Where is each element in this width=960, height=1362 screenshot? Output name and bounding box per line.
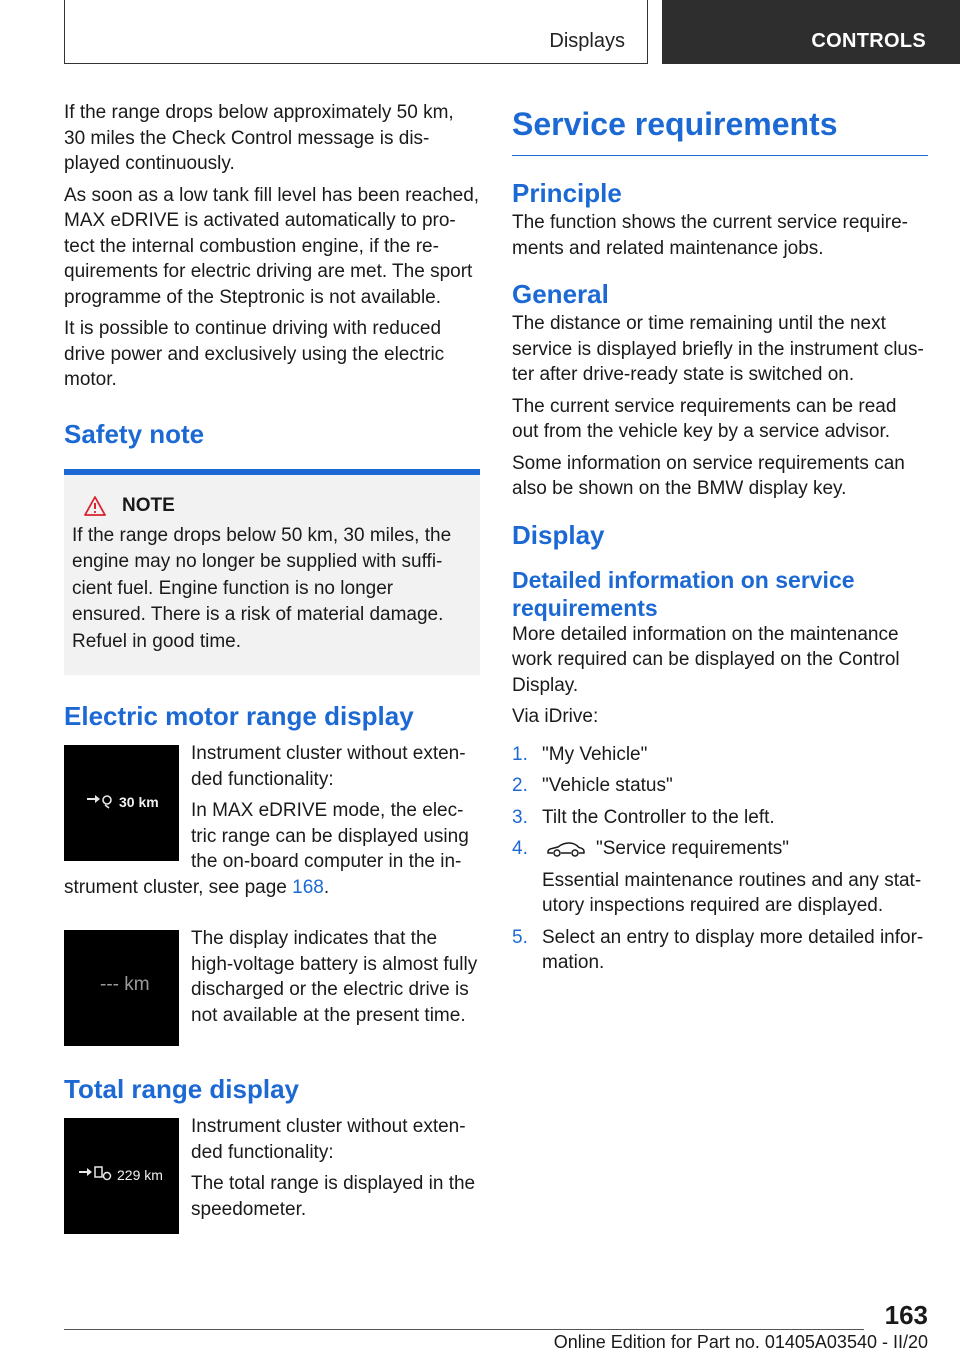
paragraph: As soon as a low tank fill level has been reached, MAX eDRIVE is activated automatically to pro-tect the internal combustion engine, if the re-quirements for electric driving are met. The sport programme of the Steptronic is not available. xyxy=(64,184,480,308)
header-chapter-box xyxy=(662,0,960,64)
paragraph: It is possible to continue driving with reduced drive power and exclusively using the electric motor. xyxy=(64,318,445,390)
total-range-display-image xyxy=(64,1118,179,1234)
electric-range-heading: Electric motor range display xyxy=(64,701,414,731)
electric-range-display-image xyxy=(64,745,179,861)
electric-range-unavailable-block xyxy=(64,926,480,1050)
list-item: 1. "My Vehicle" xyxy=(512,743,648,765)
page-number: 163 xyxy=(884,1300,928,1330)
paragraph: The display indicates that the high-voltage battery is almost fully discharged or the electric drive is not available at the present time. xyxy=(191,928,478,1026)
list-item: 3. Tilt the Controller to the left. xyxy=(512,806,775,828)
list-item: 2. "Vehicle status" xyxy=(512,775,673,796)
paragraph: The function shows the current service require-ments and related maintenance jobs. xyxy=(512,212,909,259)
electric-range-block xyxy=(64,741,480,906)
total-range-value: 229 km xyxy=(117,1167,163,1183)
list-item: 4. "Service requirements" Essential maintenance routines and any stat-utory inspections required are displayed. xyxy=(512,836,928,919)
paragraph: Some information on service requirements can also be shown on the BMW display key. xyxy=(512,452,905,499)
paragraph: Instrument cluster without exten-ded functionality: xyxy=(191,743,466,790)
display-heading: Display xyxy=(512,519,605,550)
paragraph: The distance or time remaining until the next service is displayed briefly in the instrument clus-ter after drive-ready state is switched on. xyxy=(512,313,924,385)
service-requirements-heading: Service requirements xyxy=(512,102,928,156)
list-item: 5. Select an entry to display more detailed infor-mation. xyxy=(512,926,924,973)
paragraph: Via iDrive: xyxy=(512,706,599,727)
paragraph: The current service requirements can be read out from the vehicle key by a service advisor. xyxy=(512,395,897,442)
header-section-box xyxy=(64,0,648,64)
header-section-title: Displays xyxy=(549,30,625,52)
total-range-block xyxy=(64,1114,480,1238)
plug-arrow-icon xyxy=(86,793,116,809)
detailed-information-heading: Detailed information on service requirements xyxy=(512,566,855,621)
right-column xyxy=(512,100,928,982)
principle-heading: Principle xyxy=(512,178,622,208)
note-label: NOTE xyxy=(122,494,175,516)
note-box xyxy=(64,469,480,676)
total-range-heading: Total range display xyxy=(64,1074,300,1104)
warning-triangle-icon xyxy=(84,496,106,516)
paragraph: Instrument cluster without exten-ded functionality: xyxy=(191,1116,466,1163)
list-item-subtext: Essential maintenance routines and any stat-utory inspections required are displayed. xyxy=(542,869,922,916)
page-link[interactable]: 168 xyxy=(292,876,324,898)
steps-list xyxy=(512,742,928,976)
paragraph: If the range drops below approximately 50 km, 30 miles the Check Control message is dis-played continuously. xyxy=(64,102,454,174)
paragraph: In MAX eDRIVE mode, the elec-tric range can be displayed using the on-board computer in the in-strument cluster, see page 168. xyxy=(64,800,469,898)
safety-note-heading: Safety note xyxy=(64,418,205,449)
footer-edition: Online Edition for Part no. 01405A03540 - II/20 xyxy=(553,1332,928,1352)
header-chapter-title: CONTROLS xyxy=(811,30,926,52)
general-heading: General xyxy=(512,279,609,309)
paragraph: The total range is displayed in the speedometer. xyxy=(191,1173,476,1220)
note-header xyxy=(72,495,472,517)
electric-range-value: 30 km xyxy=(119,794,159,810)
footer-divider xyxy=(64,1329,864,1330)
note-text: If the range drops below 50 km, 30 miles, the engine may no longer be supplied with suffi-cient fuel. Engine function is no longer ensured. There is a risk of material damage. Refuel in good time. xyxy=(72,524,452,652)
electric-range-unavailable-image xyxy=(64,930,179,1046)
car-icon xyxy=(546,841,586,857)
paragraph: More detailed information on the maintenance work required can be displayed on the Control Display. xyxy=(512,623,900,696)
fuel-plug-icon xyxy=(78,1166,114,1184)
unavailable-range-value: --- km xyxy=(100,974,150,995)
left-column xyxy=(64,100,480,1238)
